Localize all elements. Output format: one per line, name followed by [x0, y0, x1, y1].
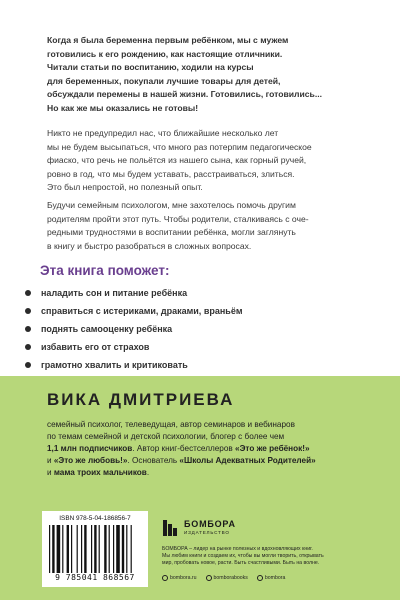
- list-item: грамотно хвалить и критиковать: [25, 356, 385, 374]
- publisher-subtitle: ИЗДАТЕЛЬСТВО: [184, 530, 230, 535]
- purpose-paragraph: [47, 199, 373, 253]
- paragraph-line: Это был непростой, но полезный опыт.: [47, 182, 203, 192]
- paragraph-line: ровно в год, что мы будем уставать, расстраиваться, злиться.: [47, 168, 295, 179]
- intro-paragraph: [47, 34, 373, 115]
- bullet-dot-icon: [25, 362, 31, 368]
- paragraph-line: Никто не предупредил нас, что ближайшие несколько лет: [47, 128, 279, 138]
- barcode-icon: [49, 525, 143, 573]
- social-icon: [206, 575, 212, 581]
- bullet-dot-icon: [25, 290, 31, 296]
- bullet-dot-icon: [25, 344, 31, 350]
- intro-line: Но как же мы оказались не готовы!: [47, 102, 199, 113]
- paragraph-line: в книгу и быстро разобраться в сложных вопросах.: [47, 240, 252, 251]
- list-item: справиться с истериками, драками, враньём: [25, 302, 385, 320]
- list-item: наладить сон и питание ребёнка: [25, 284, 385, 302]
- website-link[interactable]: bombora.ru: [162, 575, 197, 581]
- paragraph-line: Будучи семейным психологом, мне захотелось помочь другим: [47, 200, 296, 210]
- paragraph-line: редными трудностями в воспитании ребёнка, могли заглянуть: [47, 227, 296, 237]
- intro-line: готовились к его рождению, как настоящие отличники.: [47, 48, 283, 59]
- bullet-dot-icon: [25, 308, 31, 314]
- social-icon: [257, 575, 263, 581]
- experience-paragraph: [47, 127, 373, 195]
- social-link[interactable]: bomborabooks: [206, 575, 248, 581]
- bullet-dot-icon: [25, 326, 31, 332]
- intro-line: обсуждали перемены в нашей жизни. Готовились, готовились...: [47, 89, 323, 99]
- publisher-name: БОМБОРА: [184, 519, 236, 529]
- publisher-block: [162, 516, 382, 586]
- intro-line: для беременных, покупали лучшие товары для детей,: [47, 75, 281, 86]
- barcode-number: 9 785041 868567: [55, 573, 135, 582]
- publisher-socials: [162, 575, 382, 581]
- intro-line: Читали статьи по воспитанию, ходили на курсы: [47, 62, 254, 72]
- list-item: поднять самооценку ребёнка: [25, 320, 385, 338]
- author-name: ВИКА ДМИТРИЕВА: [47, 390, 235, 409]
- paragraph-line: мы не будем высыпаться, что много раз потерпим педагогическое: [47, 141, 312, 152]
- intro-line: Когда я была беременна первым ребёнком, мы с мужем: [47, 35, 289, 45]
- social-link[interactable]: bombora: [257, 575, 285, 581]
- globe-icon: [162, 575, 168, 581]
- paragraph-line: родителям пройти этот путь. Чтобы родители, сталкиваясь с оче-: [47, 213, 309, 224]
- bombora-logo-icon: [162, 518, 180, 538]
- publisher-description: БОМБОРА – лидер на рынке полезных и вдохновляющих книг. Мы любим книги и создаем их, чтобы вы могли творить, открывать мир, пробовать новое, расти. Быть счастливыми. Быть на волне.: [162, 546, 324, 566]
- helps-heading: Эта книга поможет:: [40, 263, 170, 278]
- paragraph-line: фиаско, что речь не польётся из нашего сына, как горный ручей,: [47, 155, 307, 165]
- list-item: избавить его от страхов: [25, 338, 385, 356]
- author-bio: семейный психолог, телеведущая, автор семинаров и вебинаров по темам семейной и детской психологии, блогер с более чем 1,1 млн подписчиков. Автор книг-бестселлеров «Это же ребёнок!» и «Это же любовь!». Основатель «Школы Адекватных Родителей» и мама троих мальчиков.: [47, 420, 316, 477]
- isbn-label: ISBN 978-5-04-186856-7: [59, 515, 131, 522]
- barcode-panel: [42, 511, 148, 587]
